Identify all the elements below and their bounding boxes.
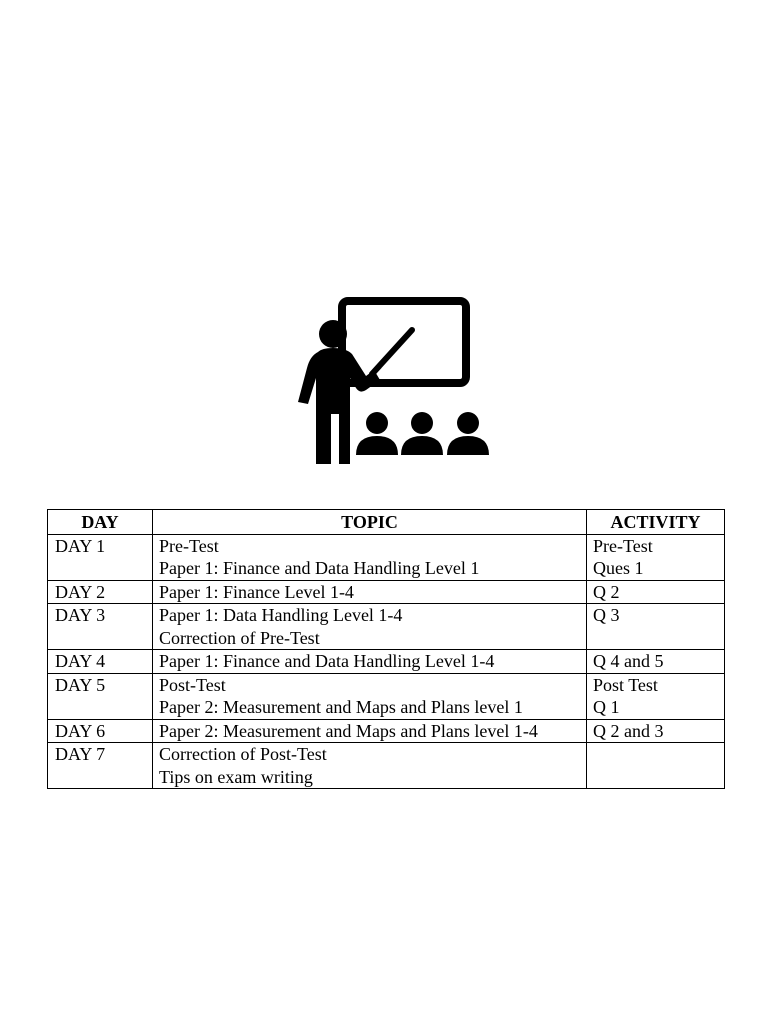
activity-cell (587, 673, 725, 719)
table-header-row (48, 510, 725, 535)
activity-cell (587, 719, 725, 743)
activity-line: Q 3 (593, 605, 620, 625)
table-row (48, 650, 725, 674)
topic-cell (153, 534, 587, 580)
topic-cell (153, 673, 587, 719)
teacher-head (319, 320, 347, 348)
day-cell: DAY 6 (48, 719, 153, 743)
activity-cell (587, 580, 725, 604)
topic-line: Paper 1: Data Handling Level 1-4 (159, 605, 403, 625)
activity-line: Q 1 (593, 697, 620, 717)
topic-cell (153, 650, 587, 674)
topic-line: Pre-Test (159, 535, 219, 556)
table-row (48, 604, 725, 650)
topic-line: Paper 1: Finance and Data Handling Level 1-4 (159, 651, 495, 671)
topic-line: Paper 1: Finance Level 1-4 (159, 581, 354, 602)
activity-line: Q 2 and 3 (593, 720, 664, 741)
header-topic: TOPIC (153, 510, 587, 535)
topic-cell (153, 743, 587, 789)
schedule-table (47, 509, 725, 789)
table-row (48, 719, 725, 743)
topic-line: Paper 2: Measurement and Maps and Plans level 1-4 (159, 720, 538, 741)
topic-cell (153, 719, 587, 743)
topic-line: Post-Test (159, 674, 226, 695)
topic-cell (153, 580, 587, 604)
table-row (48, 743, 725, 789)
activity-cell (587, 743, 725, 789)
students-icon (356, 412, 489, 455)
pointer (372, 330, 412, 374)
header-activity: ACTIVITY (587, 510, 725, 535)
day-cell: DAY 5 (48, 673, 153, 719)
topic-cell (153, 604, 587, 650)
activity-line: Ques 1 (593, 558, 644, 578)
day-cell: DAY 2 (48, 580, 153, 604)
teacher-presentation-icon (294, 296, 492, 466)
activity-cell (587, 604, 725, 650)
topic-line: Correction of Pre-Test (159, 627, 320, 648)
table-row (48, 534, 725, 580)
topic-line: Paper 1: Finance and Data Handling Level 1 (159, 558, 480, 578)
topic-line: Correction of Post-Test (159, 744, 327, 764)
table-row (48, 580, 725, 604)
activity-line: Q 2 (593, 581, 620, 602)
header-day: DAY (48, 510, 153, 535)
day-cell: DAY 4 (48, 650, 153, 674)
day-cell: DAY 3 (48, 604, 153, 650)
table-row (48, 673, 725, 719)
activity-line: Post Test (593, 674, 658, 695)
topic-line: Tips on exam writing (159, 766, 313, 787)
day-cell: DAY 7 (48, 743, 153, 789)
day-cell: DAY 1 (48, 534, 153, 580)
activity-cell (587, 534, 725, 580)
activity-line: Pre-Test (593, 535, 653, 556)
activity-line: Q 4 and 5 (593, 651, 664, 671)
topic-line: Paper 2: Measurement and Maps and Plans level 1 (159, 697, 523, 717)
activity-cell (587, 650, 725, 674)
